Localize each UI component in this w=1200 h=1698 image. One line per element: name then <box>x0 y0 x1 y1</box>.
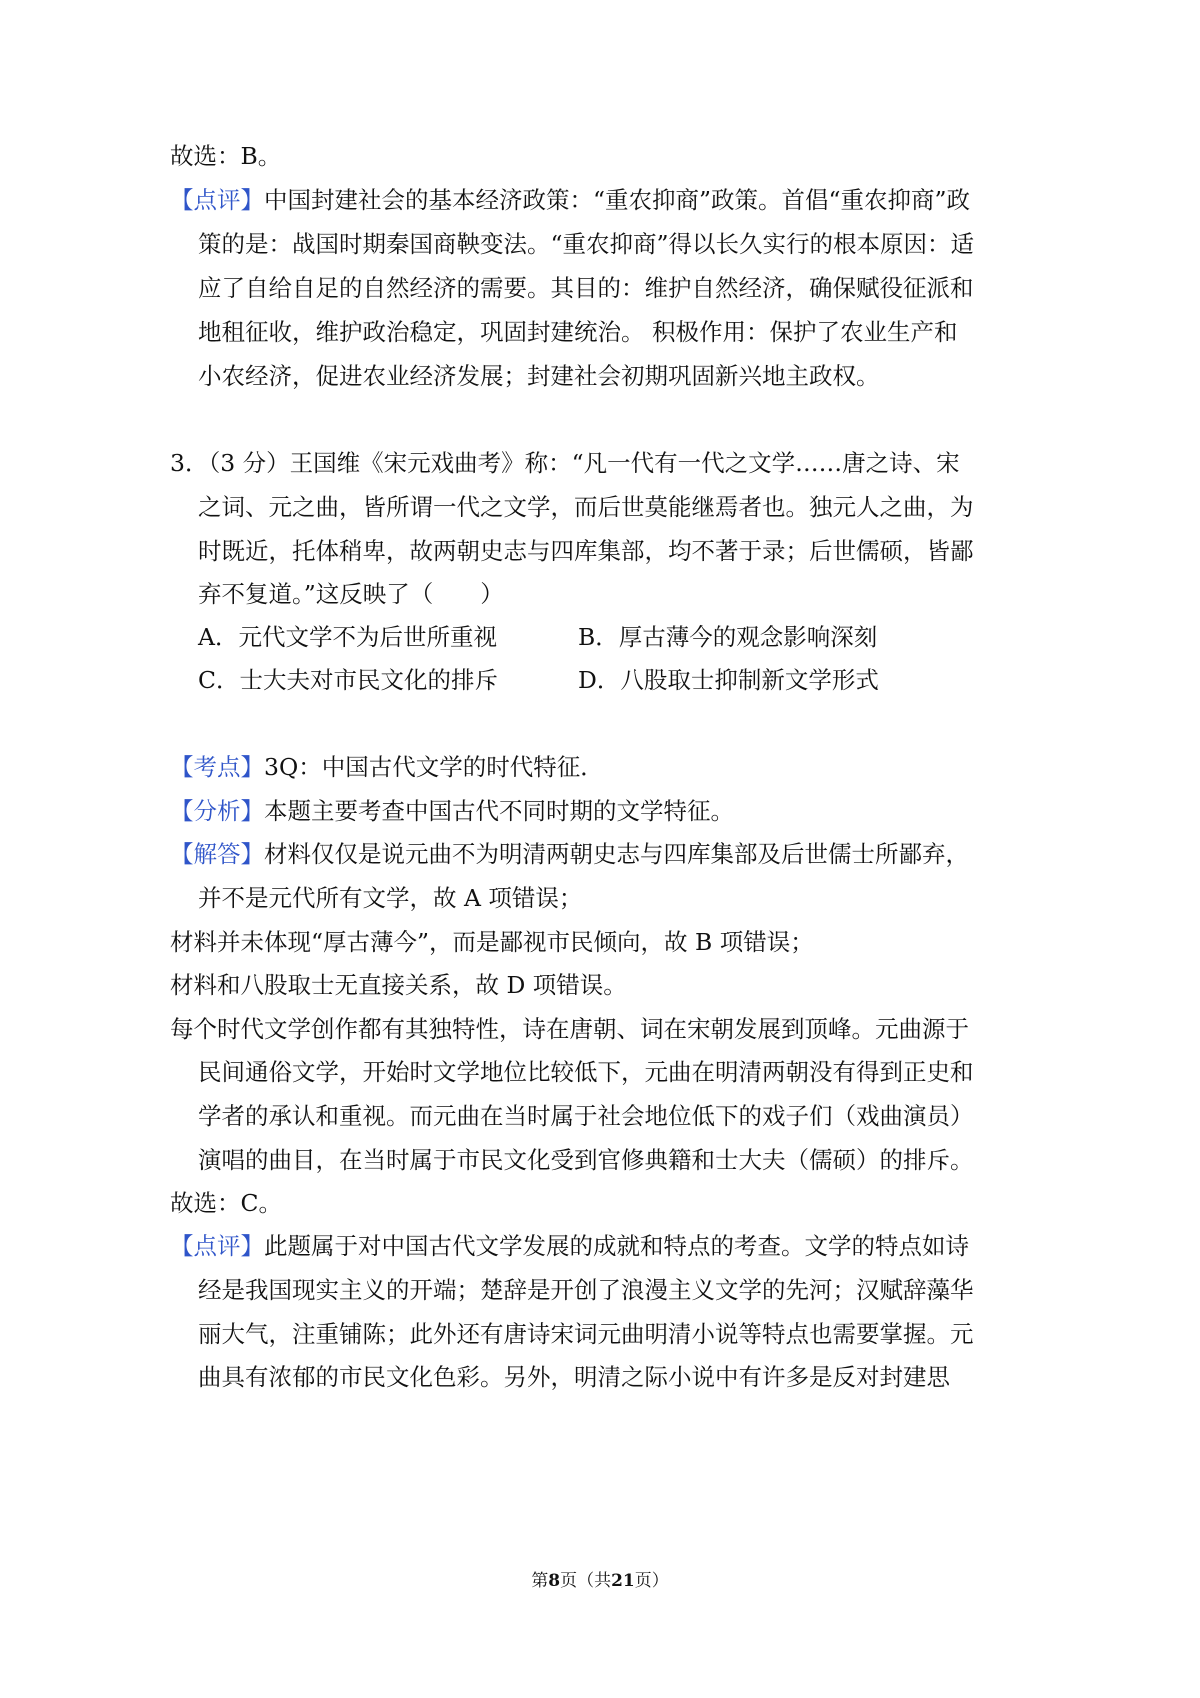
page-footer <box>0 1569 1200 1593</box>
q2-comment-line-3: 应了自给自足的自然经济的需要。其目的：维护自然经济，确保赋役征派和 <box>198 274 974 302</box>
q3-body-line-3: 每个时代文学创作都有其独特性，诗在唐朝、词在宋朝发展到顶峰。元曲源于 <box>170 1015 969 1043</box>
footer-page-number: 8 <box>548 1571 561 1591</box>
kaodian-tag: 【考点】 <box>170 753 264 781</box>
q3-answer: 故选：C。 <box>170 1189 282 1217</box>
footer-prefix: 第 <box>531 1571 549 1591</box>
q3-jieda-text: 材料仅仅是说元曲不为明清两朝史志与四库集部及后世儒士所鄙弃， <box>264 840 969 868</box>
q3-option-b: B．厚古薄今的观念影响深刻 <box>578 623 878 651</box>
q3-jieda-line-1 <box>170 838 969 870</box>
footer-mid: 页（共 <box>560 1571 612 1591</box>
q2-comment-text: 中国封建社会的基本经济政策：“重农抑商”政策。首倡“重农抑商”政 <box>264 186 971 214</box>
q3-jieda-line-2: 并不是元代所有文学，故 A 项错误； <box>198 884 583 912</box>
q3-comment-line-1 <box>170 1230 969 1262</box>
q3-comment-text: 此题属于对中国古代文学发展的成就和特点的考查。文学的特点如诗 <box>264 1232 969 1260</box>
q3-comment-line-3: 丽大气，注重铺陈；此外还有唐诗宋词元曲明清小说等特点也需要掌握。元 <box>198 1320 974 1348</box>
q3-stem-line-1: 3．（3 分）王国维《宋元戏曲考》称：“凡一代有一代之文学……唐之诗、宋 <box>170 449 960 477</box>
dianping-tag: 【点评】 <box>170 186 264 214</box>
footer-suffix: 页） <box>634 1571 669 1591</box>
q3-option-a: A．元代文学不为后世所重视 <box>198 623 497 651</box>
q3-body-line-6: 演唱的曲目，在当时属于市民文化受到官修典籍和士大夫（儒硕）的排斥。 <box>198 1146 974 1174</box>
q3-body-line-5: 学者的承认和重视。而元曲在当时属于社会地位低下的戏子们（戏曲演员） <box>198 1102 974 1130</box>
q3-stem-line-4: 弃不复道。”这反映了（ ） <box>198 580 504 608</box>
q3-option-c: C．士大夫对市民文化的排斥 <box>198 666 498 694</box>
q3-body-line-2: 材料和八股取士无直接关系，故 D 项错误。 <box>170 971 627 999</box>
q3-stem-line-3: 时既近，托体稍卑，故两朝史志与四库集部，均不著于录；后世儒硕，皆鄙 <box>198 537 974 565</box>
q3-body-line-1: 材料并未体现“厚古薄今”，而是鄙视市民倾向，故 B 项错误； <box>170 928 814 956</box>
q3-fenxi-text: 本题主要考查中国古代不同时期的文学特征。 <box>264 797 734 825</box>
q2-comment-line-2: 策的是：战国时期秦国商鞅变法。“重农抑商”得以长久实行的根本原因：适 <box>198 230 975 258</box>
q3-kaodian <box>170 751 604 783</box>
q3-body-line-4: 民间通俗文学，开始时文学地位比较低下，元曲在明清两朝没有得到正史和 <box>198 1058 974 1086</box>
q3-comment-line-4: 曲具有浓郁的市民文化色彩。另外，明清之际小说中有许多是反对封建思 <box>198 1363 950 1391</box>
q3-kaodian-text: 3Q：中国古代文学的时代特征． <box>264 753 604 781</box>
q2-comment-line-5: 小农经济，促进农业经济发展；封建社会初期巩固新兴地主政权。 <box>198 362 880 390</box>
q3-fenxi <box>170 795 734 827</box>
q2-answer: 故选：B。 <box>170 142 282 170</box>
jieda-tag: 【解答】 <box>170 840 264 868</box>
q2-comment-line-4: 地租征收，维护政治稳定，巩固封建统治。 积极作用：保护了农业生产和 <box>198 318 958 346</box>
q2-comment-line-1 <box>170 184 970 216</box>
fenxi-tag: 【分析】 <box>170 797 264 825</box>
q3-option-d: D．八股取士抑制新文学形式 <box>578 666 879 694</box>
q3-comment-line-2: 经是我国现实主义的开端；楚辞是开创了浪漫主义文学的先河；汉赋辞藻华 <box>198 1276 974 1304</box>
dianping-tag: 【点评】 <box>170 1232 264 1260</box>
footer-total-pages: 21 <box>611 1571 635 1591</box>
q3-stem-line-2: 之词、元之曲，皆所谓一代之文学，而后世莫能继焉者也。独元人之曲，为 <box>198 493 974 521</box>
